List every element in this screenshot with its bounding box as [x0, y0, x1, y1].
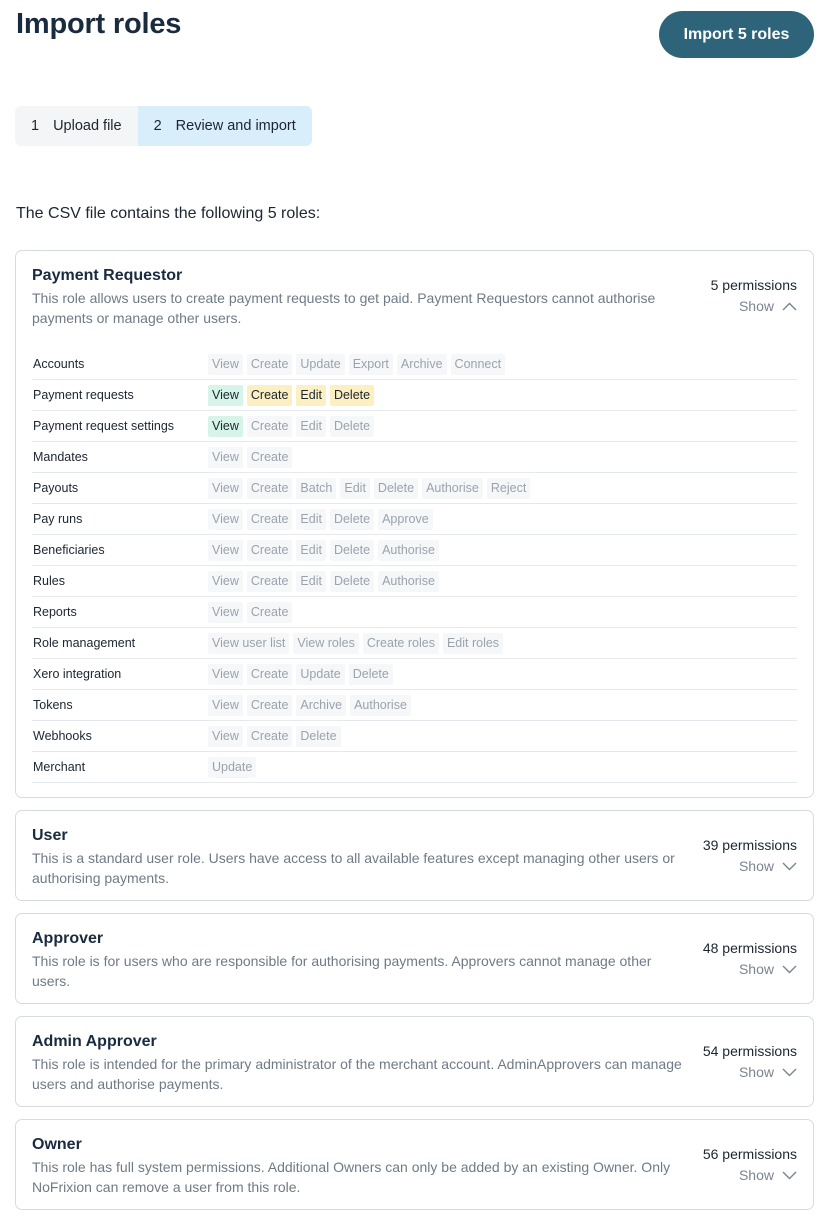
permission-chip: View roles	[293, 633, 358, 654]
permission-chip: Update	[296, 354, 344, 375]
permission-chip: Authorise	[378, 540, 439, 561]
permission-chip: Approve	[378, 509, 433, 530]
permission-chip: Create	[247, 726, 293, 747]
permission-actions	[208, 447, 296, 468]
role-card-list	[15, 250, 814, 1215]
permission-row	[32, 659, 797, 690]
permission-chip: Create	[247, 354, 293, 375]
toggle-label: Show	[738, 858, 774, 874]
permission-area-label: Accounts	[33, 357, 85, 371]
permission-chip-granted: View	[208, 385, 243, 406]
permission-chip-granted: Delete	[330, 385, 374, 406]
permission-actions	[208, 633, 507, 654]
role-description: This role is for users who are responsible for authorising payments. Approvers cannot manage other users.	[32, 953, 652, 989]
permission-actions	[208, 478, 534, 499]
permission-chip: Connect	[451, 354, 506, 375]
role-card	[15, 1016, 814, 1107]
permission-chip: Edit	[296, 571, 326, 592]
permission-chip: View	[208, 571, 243, 592]
page-title: Import roles	[16, 8, 182, 40]
permission-area-label: Payment requests	[33, 388, 134, 402]
permission-area-label: Payment request settings	[33, 419, 175, 433]
permission-chip: View	[208, 602, 243, 623]
role-card-header	[32, 266, 797, 328]
role-card-header	[32, 1032, 797, 1094]
permission-row	[32, 504, 797, 535]
import-stepper	[15, 106, 312, 146]
permission-chip: Delete	[349, 664, 393, 685]
permission-chip: View	[208, 540, 243, 561]
permission-area-label: Role management	[33, 636, 136, 650]
permission-chip: View	[208, 447, 243, 468]
permission-chip: View	[208, 509, 243, 530]
permission-row	[32, 752, 797, 783]
permission-chip: Create roles	[363, 633, 439, 654]
toggle-label: Show	[738, 1064, 774, 1080]
permission-count: 56 permissions	[702, 1146, 797, 1162]
chevron-down-icon	[774, 960, 797, 978]
permission-actions	[208, 664, 397, 685]
role-name: Approver	[32, 930, 104, 947]
permission-row	[32, 349, 797, 380]
permissions-table	[32, 349, 797, 783]
show-permissions-toggle[interactable]	[739, 1166, 797, 1184]
permission-chip: Create	[247, 571, 293, 592]
permission-row	[32, 380, 797, 411]
role-card	[15, 810, 814, 901]
role-info	[32, 1135, 692, 1197]
permission-chip: Create	[247, 478, 293, 499]
role-card	[15, 250, 814, 798]
role-card-header	[32, 826, 797, 888]
role-description: This is a standard user role. Users have access to all available features except managing other users or authorising payments.	[32, 850, 675, 886]
permission-chip: Create	[247, 416, 293, 437]
permission-row	[32, 442, 797, 473]
permission-chip: Create	[247, 540, 293, 561]
permission-chip: Export	[349, 354, 393, 375]
step-label: Upload file	[53, 118, 122, 134]
permission-chip: Create	[247, 509, 293, 530]
step-review-and-import[interactable]	[138, 106, 312, 146]
permission-actions	[208, 757, 260, 778]
permission-area-label: Pay runs	[33, 512, 83, 526]
permission-actions	[208, 509, 437, 530]
permission-count: 5 permissions	[710, 277, 797, 293]
permission-area-label: Reports	[33, 605, 77, 619]
permission-chip: Update	[296, 664, 344, 685]
role-description: This role is intended for the primary administrator of the merchant account. AdminApprovers can manage users and authorise payments.	[32, 1056, 682, 1092]
permission-chip: Delete	[374, 478, 418, 499]
permission-chip-granted: Create	[247, 385, 293, 406]
permission-actions	[208, 416, 378, 437]
permission-count: 54 permissions	[702, 1043, 797, 1059]
chevron-down-icon	[774, 1166, 797, 1184]
permission-actions	[208, 726, 345, 747]
role-info	[32, 826, 692, 888]
chevron-down-icon	[774, 1063, 797, 1081]
permission-chip: Authorise	[378, 571, 439, 592]
toggle-label: Show	[738, 961, 774, 977]
permission-row	[32, 535, 797, 566]
permission-chip: Create	[247, 664, 293, 685]
permission-area-label: Rules	[33, 574, 65, 588]
step-number: 2	[153, 118, 162, 134]
permission-area-label: Payouts	[33, 481, 79, 495]
permission-area-label: Xero integration	[33, 667, 122, 681]
permission-actions	[208, 602, 296, 623]
role-permission-summary	[703, 929, 797, 979]
chevron-up-icon	[774, 297, 797, 315]
role-info	[32, 1032, 692, 1094]
show-permissions-toggle[interactable]	[739, 1063, 797, 1081]
toggle-label: Show	[738, 298, 774, 314]
permission-actions	[208, 354, 509, 375]
permission-chip-granted: View	[208, 416, 243, 437]
step-upload-file[interactable]	[15, 106, 138, 146]
permission-chip: Batch	[296, 478, 336, 499]
permission-chip: Edit	[296, 509, 326, 530]
role-description: This role has full system permissions. Additional Owners can only be added by an existing Owner. Only NoFrixion can remove a user from this role.	[32, 1159, 671, 1195]
show-permissions-toggle[interactable]	[739, 857, 797, 875]
permission-chip: View	[208, 354, 243, 375]
permission-row	[32, 473, 797, 504]
permission-row	[32, 597, 797, 628]
permission-chip: Reject	[487, 478, 530, 499]
permission-chip: Create	[247, 602, 293, 623]
csv-summary-text: The CSV file contains the following 5 roles:	[16, 205, 321, 222]
permission-area-label: Tokens	[33, 698, 73, 712]
role-name: Owner	[32, 1136, 82, 1153]
permission-row	[32, 690, 797, 721]
permission-row	[32, 721, 797, 752]
permission-row	[32, 411, 797, 442]
permission-chip: Delete	[330, 540, 374, 561]
permission-area-label: Mandates	[33, 450, 88, 464]
permission-area-label: Webhooks	[33, 729, 92, 743]
role-name: Payment Requestor	[32, 267, 183, 284]
permission-chip: Update	[208, 757, 256, 778]
role-card	[15, 913, 814, 1004]
permission-area-label: Merchant	[33, 760, 86, 774]
permission-chip: Delete	[330, 509, 374, 530]
role-name: Admin Approver	[32, 1033, 157, 1050]
import-roles-button[interactable]: Import 5 roles	[659, 11, 814, 58]
step-number: 1	[31, 118, 40, 134]
role-permission-summary	[703, 826, 797, 876]
permission-chip: Authorise	[350, 695, 411, 716]
role-info	[32, 266, 692, 328]
permission-chip: Delete	[330, 416, 374, 437]
permission-chip: Delete	[296, 726, 340, 747]
role-permission-summary	[711, 266, 797, 316]
permission-actions	[208, 571, 443, 592]
role-description: This role allows users to create payment requests to get paid. Payment Requestors cannot authorise payments or manage other users.	[32, 290, 656, 326]
show-permissions-toggle[interactable]	[739, 960, 797, 978]
step-label: Review and import	[175, 118, 296, 134]
permission-actions	[208, 695, 415, 716]
role-name: User	[32, 827, 68, 844]
permission-row	[32, 628, 797, 659]
permission-area-label: Beneficiaries	[33, 543, 105, 557]
show-permissions-toggle[interactable]	[739, 297, 797, 315]
permission-chip: Create	[247, 447, 293, 468]
role-permission-summary	[703, 1135, 797, 1185]
permission-chip-granted: Edit	[296, 385, 326, 406]
permission-chip: Authorise	[422, 478, 483, 499]
chevron-down-icon	[774, 857, 797, 875]
permission-chip: View user list	[208, 633, 289, 654]
role-info	[32, 929, 692, 991]
role-card	[15, 1119, 814, 1210]
permission-chip: Edit	[340, 478, 370, 499]
permission-chip: Edit	[296, 416, 326, 437]
permission-chip: Create	[247, 695, 293, 716]
permission-chip: View	[208, 695, 243, 716]
permission-chip: Edit	[296, 540, 326, 561]
toggle-label: Show	[738, 1167, 774, 1183]
permission-row	[32, 566, 797, 597]
permission-chip: Archive	[397, 354, 447, 375]
permission-actions	[208, 540, 443, 561]
permission-count: 48 permissions	[702, 940, 797, 956]
role-card-header	[32, 1135, 797, 1197]
permission-chip: Delete	[330, 571, 374, 592]
role-card-header	[32, 929, 797, 991]
permission-actions	[208, 385, 378, 406]
role-permission-summary	[703, 1032, 797, 1082]
permission-chip: View	[208, 478, 243, 499]
permission-chip: Archive	[296, 695, 346, 716]
permission-count: 39 permissions	[702, 837, 797, 853]
permission-chip: View	[208, 726, 243, 747]
permission-chip: View	[208, 664, 243, 685]
permission-chip: Edit roles	[443, 633, 503, 654]
